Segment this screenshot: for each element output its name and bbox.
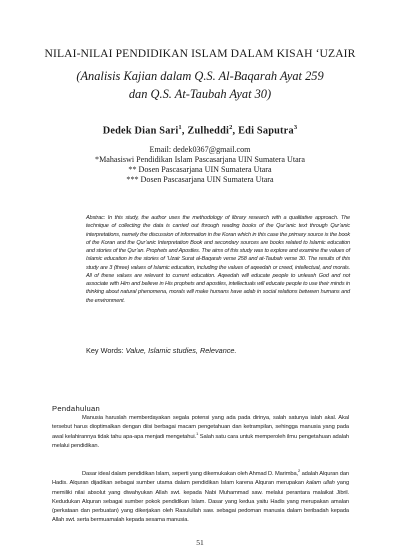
author-mark: 3 [293, 124, 298, 131]
author-name: Edi Saputra [238, 125, 294, 137]
body-paragraph [52, 470, 349, 526]
author-separator: , [232, 125, 239, 137]
keywords-line [86, 346, 350, 355]
author-list [20, 124, 380, 136]
author-name: Dedek Dian Sari [102, 125, 179, 137]
author-separator: , [181, 125, 188, 137]
paragraph-text: adalah Alquran dan Hadis. Alquran dijadikan sebagai sumber utama dalam pendidikan Islam karena Alquran merupakan [52, 471, 349, 487]
author-mark: 1 [178, 124, 182, 131]
affiliation-line: *Mahasiswi Pendidikan Islam Pascasarjana UIN Sumatera Utara [95, 155, 305, 164]
paper-title: NILAI-NILAI PENDIDIKAN ISLAM DALAM KISAH ‘UZAIR [44, 47, 356, 60]
section-heading: Pendahuluan [52, 404, 101, 413]
footnote-mark: 2 [298, 468, 301, 474]
author-mark: 2 [229, 124, 233, 131]
keywords-value: Value, Islamic studies, Relevance. [125, 346, 237, 355]
paper-subtitle-line1: (Analisis Kajian dalam Q.S. Al-Baqarah Ayat 259 [76, 69, 324, 83]
paragraph-text: Dasar ideal dalam pendidikan Islam, seperti yang dikemukakan oleh Ahmad D. Marimba, [82, 471, 299, 477]
keywords-label: Key Words: [86, 346, 124, 355]
italic-term: kalam ullah [306, 480, 335, 487]
author-name: Zulheddi [187, 125, 230, 137]
paragraph-text: Salah satu cara untuk memperoleh ilmu pengetahuan adalah melalui pendidikan. [52, 433, 349, 449]
paragraph-text: Manusia haruslah memberdayakan segala potensi yang ada pada dirinya, salah satunya ialah akal. Akal tersebut harus dioptimalkan dengan diisi berbagai macam pengetahuan dan ketrampilan, sehingga manusia yang pada awal kelahirannya tidak tahu apa-apa menjadi mengetahui. [52, 415, 349, 440]
abstract-text: Abstrac: In this study, the author uses the methodology of library research with a qualitative approach. The technique of collecting the data is carried out through reading books of the Qur’anic text through Qur’anic interpretations, namely the discussion of information in the Koran which in this case the primary source is the book of the Koran and the Qur’anic Interpretation Book and secondary sources are books related to Islamic education and stories of the Qur’an. Prophets and Apostles. The aims of this study was to explore and examine the values of Islamic education in the stories of ‘Uzair Surat al-Baqarah verse 258 and at-Taubah verse 30. The results of this study are 3 (three) values of Islamic education, including the values of aqeedah or creed, intellectual, and morals. All of these values are relevant to current education. Aqeedah will educate people to unleash God and not associate with Him and believe in His prophets and apostles, intellectuals will educate people to use their minds in thinking about natural phenomena, morals will make humans have adab in social relations between humans and the environment. [86, 215, 350, 304]
footnote-mark: 1 [196, 430, 199, 436]
affiliation-line: ** Dosen Pascasarjana UIN Sumatera Utara [128, 165, 272, 174]
paragraph-text: yang memiliki nilai absolut yang diwahyukan Allah swt. kepada Nabi Muhammad saw. melalui perantara malaikat Jibril. Kedudukan Alquran sebagai sumber pokok pendidikan Islam. Dasar yang kedua yaitu Hadis yang merupakan amalan (perkataan dan perbuatan) yang dikerjakan oleh Rasulullah saw. sebagai pedoman manusia dalam beribadah kepada Allah swt. serta bermuamalah kepada sesama manusia. [52, 480, 350, 524]
body-paragraph [52, 414, 349, 451]
affiliation-line: *** Dosen Pascasarjana UIN Sumatera Utara [126, 175, 274, 184]
paper-subtitle-line2: dan Q.S. At-Taubah Ayat 30) [128, 87, 272, 101]
author-email: Email: dedek0367@gmail.com [149, 145, 251, 154]
page-number: 51 [196, 538, 204, 547]
